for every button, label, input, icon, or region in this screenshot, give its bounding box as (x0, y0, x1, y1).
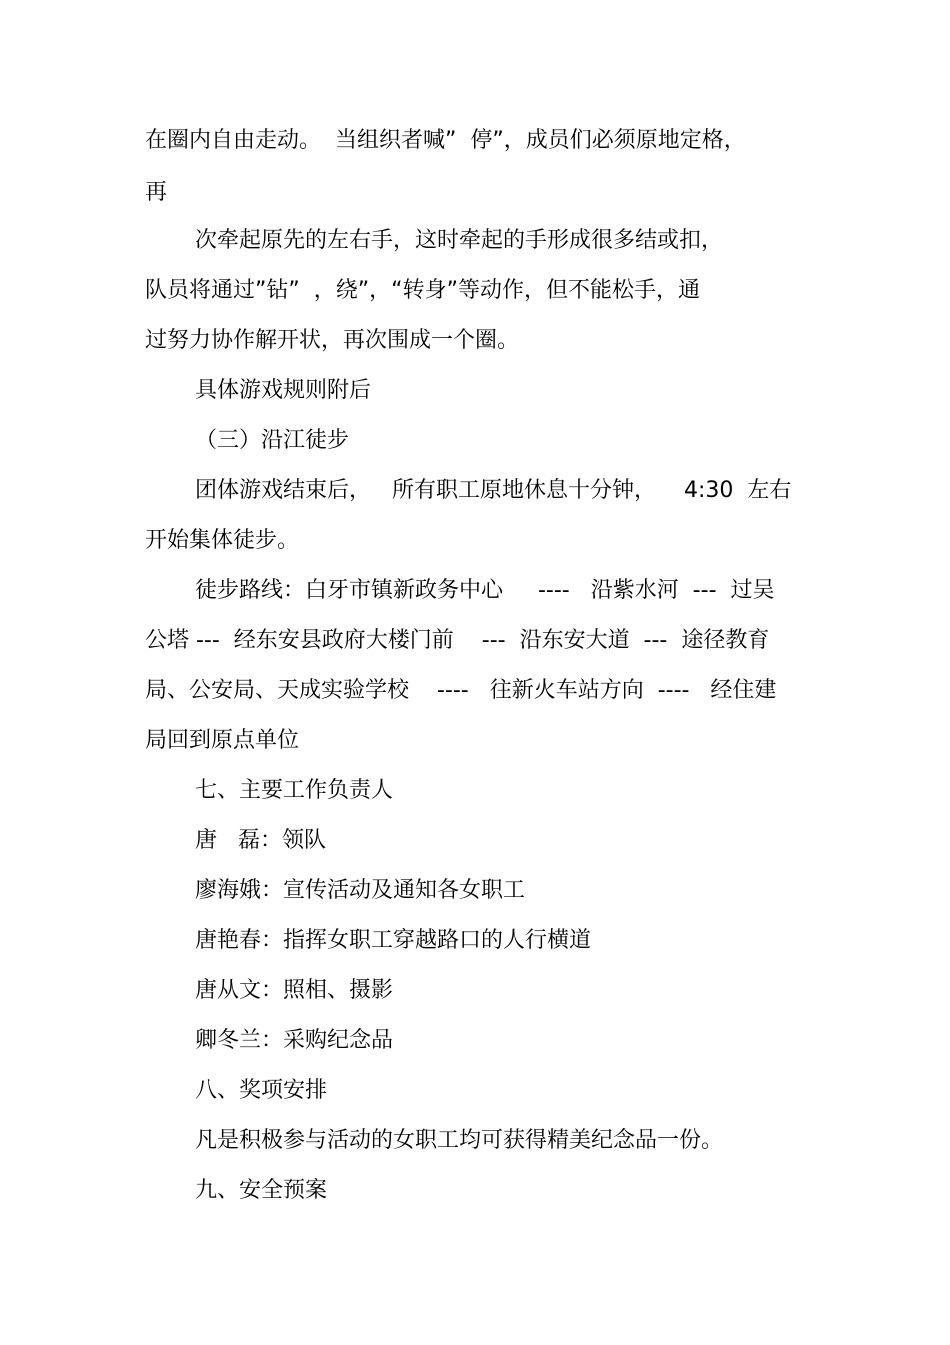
hiking-route-line: 局、公安局、天成实验学校 ---- 往新火车站方向 ---- 经住建 (145, 678, 777, 703)
paragraph-line: 再 (145, 180, 168, 205)
paragraph-line: 在圈内自由走动。 当组织者喊” 停”，成员们必须原地定格， (145, 128, 746, 153)
responsible-person-entry: 卿冬兰：采购纪念品 (195, 1028, 394, 1053)
section-heading-awards: 八、奖项安排 (195, 1078, 328, 1103)
paragraph-line: 次牵起原先的左右手，这时牵起的手形成很多结或扣， (195, 228, 724, 253)
responsible-person-entry: 唐 磊：领队 (195, 828, 326, 853)
section-heading-safety-plan: 九、安全预案 (195, 1178, 328, 1203)
paragraph-line: 过努力协作解开状，再次围成一个圈。 (145, 328, 520, 353)
section-heading-along-river-hike: （三）沿江徒步 (195, 428, 350, 453)
paragraph-line: 团体游戏结束后， 所有职工原地休息十分钟， 4:30 左右 (195, 478, 792, 503)
hiking-route-line: 局回到原点单位 (145, 728, 300, 753)
section-heading-responsible-persons: 七、主要工作负责人 (195, 778, 394, 803)
paragraph-line: 队员将通过”钻” ，绕”，“转身”等动作，但不能松手，通 (145, 278, 700, 303)
responsible-person-entry: 唐艳春：指挥女职工穿越路口的人行横道 (195, 928, 592, 953)
hiking-route-line: 公塔 --- 经东安县政府大楼门前 --- 沿东安大道 --- 途径教育 (145, 628, 770, 653)
hiking-route-line: 徒步路线：白牙市镇新政务中心 ---- 沿紫水河 --- 过吴 (195, 578, 775, 603)
responsible-person-entry: 廖海娥：宣传活动及通知各女职工 (195, 878, 526, 903)
paragraph-line: 具体游戏规则附后 (195, 378, 372, 403)
paragraph-line: 凡是积极参与活动的女职工均可获得精美纪念品一份。 (195, 1128, 724, 1153)
responsible-person-entry: 唐从文：照相、摄影 (195, 978, 394, 1003)
paragraph-line: 开始集体徒步。 (145, 528, 300, 553)
